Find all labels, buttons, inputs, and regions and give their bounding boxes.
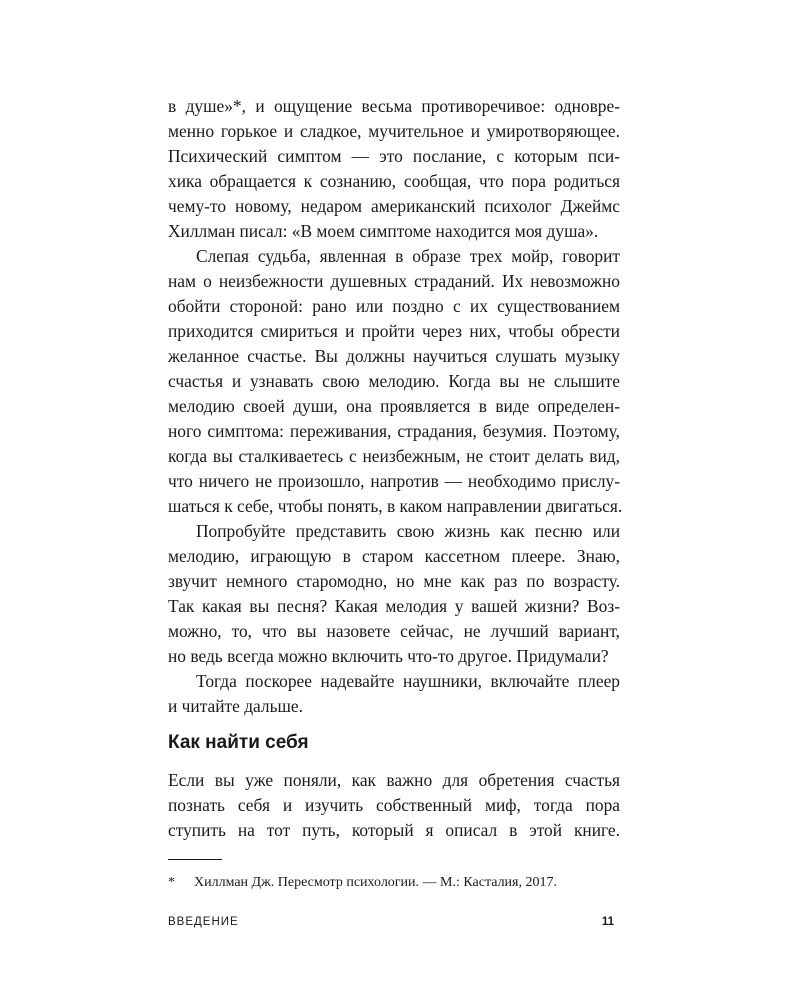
section-text bbox=[168, 768, 620, 843]
text-line: нам о неизбежности душевных страданий. Их невозможно bbox=[168, 271, 620, 291]
text-line: Психический симптом — это послание, с которым пси- bbox=[168, 146, 620, 166]
text-line: но ведь всегда можно включить что-то другое. Придумали? bbox=[168, 646, 609, 666]
text-line: чему-то новому, недаром американский психолог Джеймс bbox=[168, 196, 620, 216]
text-line: хика обращается к сознанию, сообщая, что пора родиться bbox=[168, 171, 620, 191]
text-line: Если вы уже поняли, как важно для обретения счастья bbox=[168, 770, 620, 790]
footnote bbox=[168, 873, 620, 893]
text-line: Тогда поскорее надевайте наушники, включайте плеер bbox=[196, 671, 620, 691]
text-line: Так какая вы песня? Какая мелодия у вашей жизни? Воз- bbox=[168, 596, 620, 616]
footnote-divider bbox=[168, 859, 222, 860]
text-line: приходится смириться и пройти через них, чтобы обрести bbox=[168, 321, 620, 341]
text-line: можно, то, что вы назовете сейчас, не лучший вариант, bbox=[168, 621, 620, 641]
text-line: Слепая судьба, явленная в образе трех мойр, говорит bbox=[196, 246, 620, 266]
text-line: что ничего не произошло, напротив — необходимо прислу- bbox=[168, 471, 620, 491]
text-line: счастья и узнавать свою мелодию. Когда вы не слышите bbox=[168, 371, 620, 391]
text-line: ступить на тот путь, который я описал в этой книге. bbox=[168, 820, 620, 840]
text-line: шаться к себе, чтобы понять, в каком направлении двигаться. bbox=[168, 496, 623, 516]
text-line: менно горькое и сладкое, мучительное и умиротворяющее. bbox=[168, 121, 620, 141]
page-number: 11 bbox=[601, 916, 614, 928]
text-line: Попробуйте представить свою жизнь как песню или bbox=[196, 521, 620, 541]
text-line: мелодию своей души, она проявляется в виде определен- bbox=[168, 396, 620, 416]
running-head: ВВЕДЕНИЕ bbox=[168, 916, 239, 928]
text-line: обойти стороной: рано или поздно с их существованием bbox=[168, 296, 620, 316]
footnote-mark: * bbox=[168, 875, 175, 890]
footnote-text: Хиллман Дж. Пересмотр психологии. — М.: Касталия, 2017. bbox=[194, 875, 557, 890]
text-line: в душе»*, и ощущение весьма противоречивое: одновре- bbox=[168, 96, 620, 116]
text-line: желанное счастье. Вы должны научиться слушать музыку bbox=[168, 346, 620, 366]
text-line: и читайте дальше. bbox=[168, 696, 303, 716]
text-line: когда вы сталкиваетесь с неизбежным, не стоит делать вид, bbox=[168, 446, 620, 466]
body-text bbox=[168, 94, 623, 719]
text-line: Хиллман писал: «В моем симптоме находится моя душа». bbox=[168, 221, 599, 241]
text-line: мелодию, играющую в старом кассетном плеере. Знаю, bbox=[168, 546, 620, 566]
section-heading: Как найти себя bbox=[168, 732, 309, 753]
text-line: звучит немного старомодно, но мне как раз по возрасту. bbox=[168, 571, 620, 591]
text-line: ного симптома: переживания, страдания, безумия. Поэтому, bbox=[168, 421, 620, 441]
text-line: познать себя и изучить собственный миф, тогда пора bbox=[168, 795, 620, 815]
